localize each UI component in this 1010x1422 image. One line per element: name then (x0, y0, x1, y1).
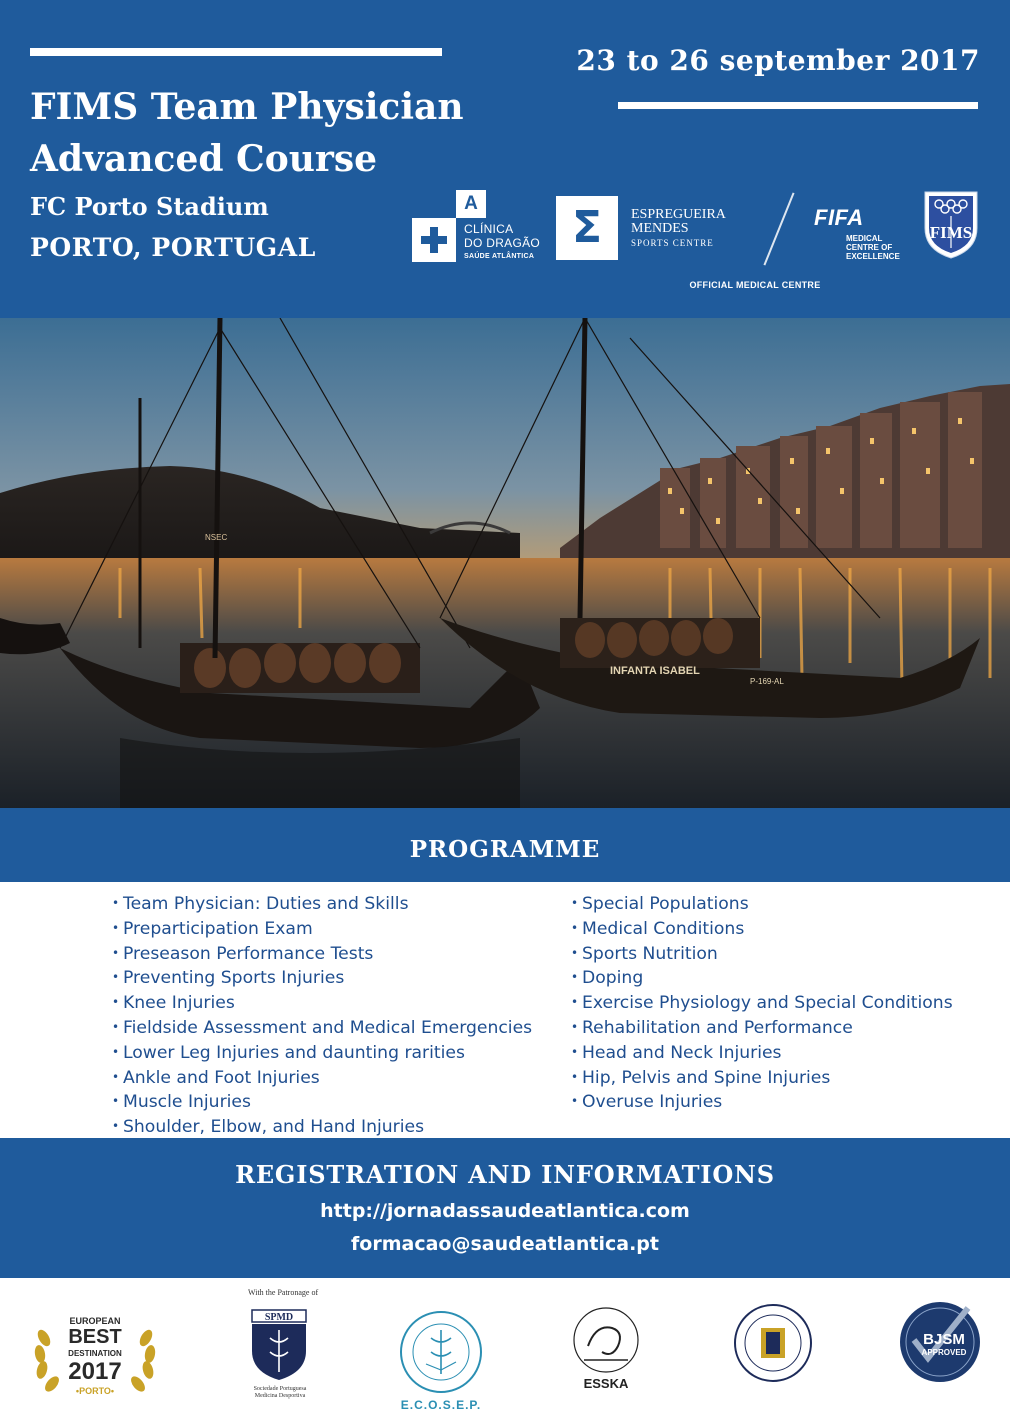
programme-topic: Muscle Injuries (123, 1092, 251, 1113)
bullet-icon: • (112, 1119, 120, 1134)
bullet-icon: • (112, 1094, 120, 1109)
programme-topic: Lower Leg Injuries and daunting rarities (123, 1042, 465, 1063)
list-item (571, 942, 1001, 967)
espregueira-line2: MENDES (631, 221, 689, 236)
fifa-word: FIFA (814, 205, 864, 230)
official-medical-centre-label: OFFICIAL MEDICAL CENTRE (689, 280, 821, 290)
programme-topic: Shoulder, Elbow, and Hand Injuries (123, 1117, 425, 1138)
bullet-icon: • (571, 1069, 579, 1084)
medical-cross-icon (412, 218, 456, 262)
list-item (112, 1016, 567, 1041)
bullet-icon: • (112, 995, 120, 1010)
list-item (112, 1115, 567, 1140)
bullet-icon: • (112, 920, 120, 935)
list-item (112, 917, 567, 942)
programme-list-left (112, 892, 567, 1140)
porto-riverside-photo (0, 318, 1010, 808)
bullet-icon: • (112, 945, 120, 960)
venue-name: FC Porto Stadium (30, 192, 269, 221)
espregueira-logo-text (631, 208, 726, 250)
clinica-letter-a: A (456, 190, 486, 218)
list-item (571, 1041, 1001, 1066)
programme-topic: Preventing Sports Injuries (123, 968, 345, 989)
clinica-logo-text (464, 222, 540, 264)
fifa-medical-centre-logo (814, 206, 914, 262)
ebd-year: 2017 (68, 1358, 122, 1385)
bullet-icon: • (112, 970, 120, 985)
clinica-line2: DO DRAGÃO (464, 236, 541, 250)
society-seal-icon (732, 1302, 814, 1384)
bjsm-line2: APPROVED (921, 1348, 967, 1357)
header-banner (0, 0, 1010, 318)
fims-shield-icon (922, 188, 980, 260)
fifa-line1: MEDICAL (846, 234, 883, 243)
list-item (112, 1090, 567, 1115)
patronage-label: With the Patronage of (248, 1288, 319, 1297)
venue-city: PORTO, PORTUGAL (30, 233, 316, 262)
programme-topic: Preseason Performance Tests (123, 943, 374, 964)
programme-list-right (571, 892, 1001, 1115)
bjsm-badge-icon (898, 1300, 982, 1384)
boat-registration: P-169-AL (750, 677, 784, 686)
programme-topic: Exercise Physiology and Special Conditions (582, 993, 953, 1014)
registration-website-link[interactable]: http://jornadassaudeatlantica.com (320, 1200, 690, 1222)
ecosep-logo (386, 1308, 496, 1418)
programme-topic: Ankle and Foot Injuries (123, 1067, 320, 1088)
bullet-icon: • (112, 896, 120, 910)
programme-band (0, 808, 1010, 882)
list-item (571, 1090, 1001, 1115)
programme-topic: Doping (582, 968, 644, 989)
ebd-line1: EUROPEAN (69, 1316, 121, 1326)
esska-label: ESSKA (583, 1376, 629, 1391)
spmd-line2: Medicina Desportiva (254, 1393, 306, 1399)
programme-topic: Knee Injuries (123, 993, 235, 1014)
svg-text:FIMS: FIMS (929, 223, 973, 242)
ebd-line2: BEST (68, 1326, 122, 1348)
sigma-icon: Σ (556, 196, 618, 260)
list-item (571, 966, 1001, 991)
espregueira-line1: ESPREGUEIRA (631, 207, 726, 222)
spmd-shield-icon (240, 1306, 340, 1386)
clinica-line1: CLÍNICA (464, 222, 514, 236)
espregueira-mendes-logo (556, 196, 746, 262)
spmd-logo (240, 1306, 340, 1406)
bjsm-approved-logo (898, 1300, 982, 1384)
logo-divider (763, 192, 794, 265)
registration-email-link[interactable]: formacao@saudeatlantica.pt (351, 1233, 659, 1255)
list-item (112, 991, 567, 1016)
fifa-line2: CENTRE OF (846, 243, 893, 252)
bullet-icon: • (571, 970, 579, 985)
programme-topic: Medical Conditions (582, 918, 745, 939)
clinica-do-dragao-logo (412, 190, 547, 265)
list-item (571, 991, 1001, 1016)
list-item (112, 1041, 567, 1066)
ecosep-label: E.C.O.S.E.P. (400, 1398, 482, 1412)
bullet-icon: • (571, 920, 579, 935)
bullet-icon: • (571, 1094, 579, 1109)
header-rule-left (30, 48, 442, 56)
registration-band (0, 1138, 1010, 1278)
programme-topic: Sports Nutrition (582, 943, 718, 964)
list-item (112, 966, 567, 991)
list-item (112, 892, 567, 917)
programme-topic: Rehabilitation and Performance (582, 1017, 853, 1038)
bullet-icon: • (112, 1069, 120, 1084)
esska-logo (566, 1306, 646, 1406)
programme-topic: Hip, Pelvis and Spine Injuries (582, 1067, 831, 1088)
espregueira-line3: SPORTS CENTRE (631, 238, 714, 248)
clinica-line3: SAÚDE ATLÂNTICA (464, 253, 535, 260)
bullet-icon: • (112, 1044, 120, 1059)
programme-topic: Special Populations (582, 894, 749, 914)
bullet-icon: • (571, 1044, 579, 1059)
programme-topic: Fieldside Assessment and Medical Emergencies (123, 1017, 533, 1038)
list-item (571, 1066, 1001, 1091)
programme-title: PROGRAMME (409, 836, 601, 863)
course-title-line1: FIMS Team Physician (30, 86, 464, 128)
registration-title: REGISTRATION AND INFORMATIONS (235, 1160, 775, 1189)
partner-logos-footer (0, 1278, 1010, 1422)
bullet-icon: • (571, 995, 579, 1010)
header-rule-right (618, 102, 978, 109)
fims-shield-logo (922, 188, 980, 260)
bjsm-line1: BJSM (923, 1331, 965, 1348)
bullet-icon: • (112, 1019, 120, 1034)
list-item (112, 942, 567, 967)
ebd-city: •PORTO• (75, 1386, 115, 1396)
fifa-subtitle (846, 234, 900, 261)
programme-topic: Preparticipation Exam (123, 918, 313, 939)
bullet-icon: • (571, 945, 579, 960)
ebd-line3: DESTINATION (68, 1349, 122, 1358)
esska-emblem-icon (566, 1306, 646, 1376)
list-item (112, 1066, 567, 1091)
list-item (571, 1016, 1001, 1041)
programme-topic: Team Physician: Duties and Skills (123, 894, 409, 914)
ecosep-emblem-icon (386, 1308, 496, 1396)
spmd-acronym: SPMD (264, 1312, 294, 1323)
society-emblem-logo (732, 1302, 814, 1384)
boat-name-right: INFANTA ISABEL (610, 665, 700, 677)
spmd-line1: Sociedade Portuguesa (253, 1386, 307, 1392)
european-best-destination-logo (30, 1308, 160, 1408)
event-dates: 23 to 26 september 2017 (576, 44, 980, 77)
programme-topic: Overuse Injuries (582, 1092, 723, 1113)
fifa-line3: EXCELLENCE (846, 252, 900, 261)
boat-name-left: NSEC (205, 533, 228, 542)
programme-topic: Head and Neck Injuries (582, 1042, 782, 1063)
porto-boats-illustration (0, 318, 1010, 808)
course-title-line2: Advanced Course (30, 138, 378, 180)
bullet-icon: • (571, 1019, 579, 1034)
list-item (571, 892, 1001, 917)
bullet-icon: • (571, 896, 579, 910)
list-item (571, 917, 1001, 942)
